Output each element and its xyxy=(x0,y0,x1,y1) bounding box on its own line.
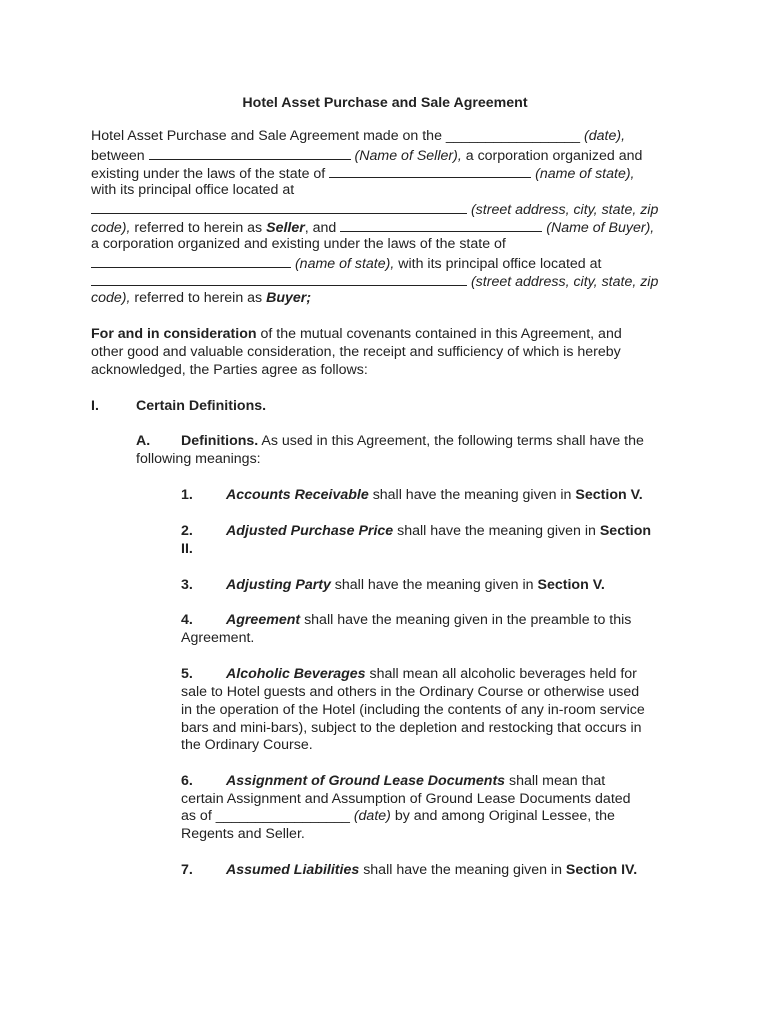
preamble-line-9 xyxy=(91,272,658,292)
address-label: (street address, city, state, zip xyxy=(470,202,659,218)
address2-blank xyxy=(91,272,467,286)
seller-name-label: (Name of Seller), xyxy=(354,148,462,164)
definition-continuation: certain Assignment and Assumption of Ground Lease Documents dated xyxy=(181,791,631,807)
definition-number: 3. xyxy=(181,577,193,593)
definition-item xyxy=(181,773,605,791)
definition-continuation: sale to Hotel guests and others in the Ordinary Course or otherwise used xyxy=(181,684,640,700)
preamble-line-3 xyxy=(91,164,635,184)
definition-number: 7. xyxy=(181,862,193,878)
definition-item xyxy=(181,577,605,595)
preamble-text: , and xyxy=(304,220,337,236)
buyer-name-blank xyxy=(340,218,542,232)
state2-label: (name of state), xyxy=(294,256,395,272)
consideration-lead: For and in consideration xyxy=(91,326,257,342)
subsection-text: As used in this Agreement, the following terms shall have the xyxy=(261,433,644,449)
seller-name-blank xyxy=(149,146,351,160)
definition-term: Assumed Liabilities xyxy=(226,862,360,878)
consideration-line-1 xyxy=(91,326,622,344)
section-reference: Section IV. xyxy=(565,862,638,878)
state-label: (name of state), xyxy=(535,166,635,182)
preamble-text: a corporation organized and xyxy=(465,148,643,164)
preamble-line-10 xyxy=(91,290,311,308)
preamble-line-1 xyxy=(91,128,625,146)
definition-item xyxy=(181,612,631,630)
date-label: (date), xyxy=(584,128,626,144)
definition-term: Assignment of Ground Lease Documents xyxy=(226,773,506,789)
preamble-text: referred to herein as xyxy=(134,220,263,236)
preamble-line-5 xyxy=(91,200,658,220)
subsection-line-2: following meanings: xyxy=(136,451,261,467)
preamble-text: Hotel Asset Purchase and Sale Agreement made on the xyxy=(91,128,442,144)
seller-term: Seller xyxy=(266,220,305,236)
consideration-line-3: acknowledged, the Parties agree as follows: xyxy=(91,362,368,378)
consideration-line-2: other good and valuable consideration, the receipt and sufficiency of which is hereby xyxy=(91,344,621,360)
preamble-text: between xyxy=(91,148,145,164)
definition-continuation xyxy=(181,808,615,826)
definition-continuation: Agreement. xyxy=(181,630,255,646)
section-reference: Section V. xyxy=(537,577,605,593)
code-label: code), xyxy=(91,220,131,236)
definition-item xyxy=(181,523,651,541)
definition-text: shall mean that xyxy=(509,773,606,789)
consideration-text: of the mutual covenants contained in this Agreement, and xyxy=(260,326,622,342)
document-title: Hotel Asset Purchase and Sale Agreement xyxy=(242,95,528,111)
date-blank: _________________ xyxy=(215,808,350,824)
section-title: Certain Definitions. xyxy=(136,398,267,414)
definition-text: shall mean all alcoholic beverages held for xyxy=(369,666,637,682)
state2-blank xyxy=(91,254,291,268)
address-blank xyxy=(91,200,467,214)
preamble-text: with its principal office located at xyxy=(398,256,602,272)
definition-number: 6. xyxy=(181,773,193,789)
definition-number: 4. xyxy=(181,612,193,628)
date-label: (date) xyxy=(353,808,391,824)
preamble-line-6 xyxy=(91,218,654,238)
definition-term: Agreement xyxy=(226,612,301,628)
section-number: I. xyxy=(91,398,99,414)
subsection-line-1 xyxy=(136,433,644,451)
definition-term: Adjusted Purchase Price xyxy=(226,523,394,539)
definition-continuation: in the operation of the Hotel (including the contents of any in-room service xyxy=(181,702,645,718)
definition-text: shall have the meaning given in xyxy=(397,523,596,539)
definition-continuation: bars and mini-bars), subject to the depletion and restocking that occurs in xyxy=(181,720,642,736)
definition-item xyxy=(181,487,643,505)
definition-term: Alcoholic Beverages xyxy=(226,666,366,682)
definition-item xyxy=(181,666,637,684)
definition-text: shall have the meaning given in xyxy=(372,487,572,503)
definition-text: shall have the meaning given in xyxy=(334,577,534,593)
definition-text: by and among Original Lessee, the xyxy=(394,808,615,824)
preamble-text: existing under the laws of the state of xyxy=(91,166,326,182)
section-reference: Section V. xyxy=(575,487,643,503)
definition-item xyxy=(181,862,637,880)
buyer-term: Buyer; xyxy=(266,290,312,306)
buyer-name-label: (Name of Buyer), xyxy=(546,220,655,236)
definition-number: 5. xyxy=(181,666,193,682)
preamble-text: referred to herein as xyxy=(134,290,263,306)
code-label: code), xyxy=(91,290,131,306)
definition-text: shall have the meaning given in the preamble to this xyxy=(304,612,632,628)
definition-term: Adjusting Party xyxy=(226,577,331,593)
preamble-line-2 xyxy=(91,146,642,166)
date-blank: _________________ xyxy=(445,128,581,144)
definition-text: shall have the meaning given in xyxy=(363,862,562,878)
preamble-line-8 xyxy=(91,254,601,274)
definition-number: 1. xyxy=(181,487,193,503)
preamble-line-7: a corporation organized and existing under the laws of the state of xyxy=(91,236,506,252)
section-reference: II. xyxy=(181,541,193,557)
definition-term: Accounts Receivable xyxy=(226,487,369,503)
definition-text: as of xyxy=(181,808,212,824)
definition-number: 2. xyxy=(181,523,193,539)
subsection-number: A. xyxy=(136,433,151,449)
subsection-title: Definitions. xyxy=(181,433,259,449)
section-reference: Section xyxy=(599,523,652,539)
definition-continuation: Regents and Seller. xyxy=(181,826,305,842)
preamble-line-4: with its principal office located at xyxy=(91,182,295,198)
state-blank xyxy=(329,164,531,178)
address2-label: (street address, city, state, zip xyxy=(470,274,659,290)
definition-continuation: the Ordinary Course. xyxy=(181,737,313,753)
